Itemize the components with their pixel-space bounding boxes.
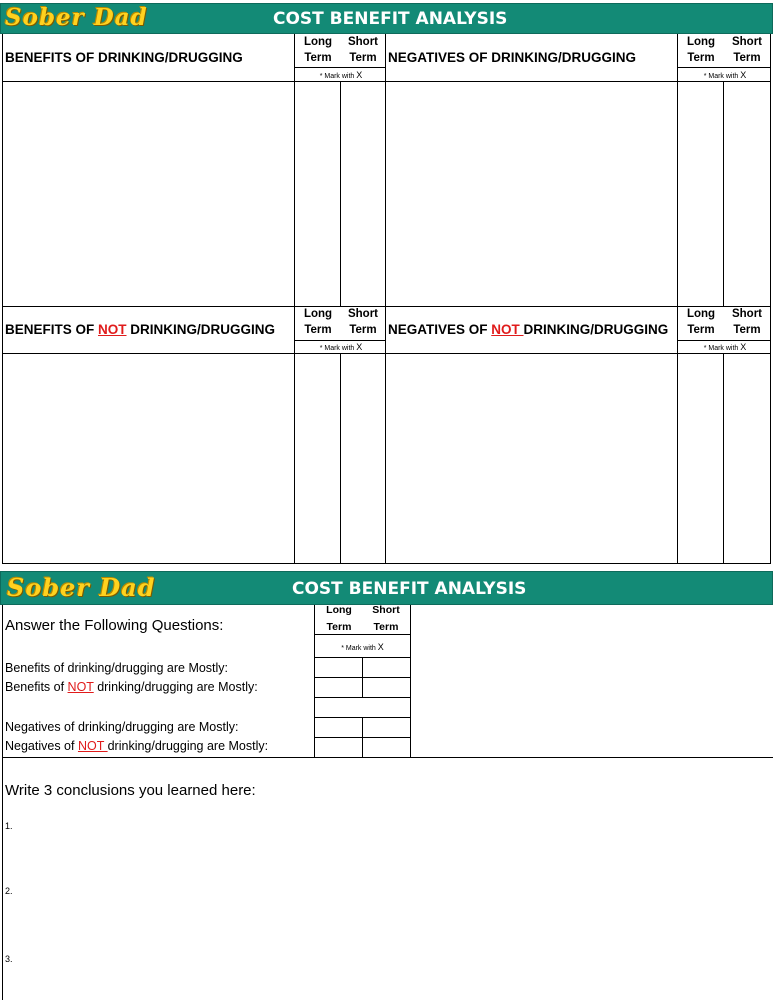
benefits-drinking-label: BENEFITS OF DRINKING/DRUGGING [5, 50, 243, 65]
short-term-header [725, 306, 769, 338]
short-term-header [342, 306, 384, 338]
question-benefits-drinking: Benefits of drinking/drugging are Mostly: [5, 661, 229, 675]
long-term-header [680, 306, 722, 338]
sober-dad-logo: Sober Dad [7, 573, 156, 602]
not-emphasis: NOT [67, 680, 94, 694]
divider [314, 737, 411, 738]
term-text: Term [304, 52, 332, 64]
mark-x: X [356, 70, 363, 80]
divider [294, 67, 386, 68]
divider [2, 563, 771, 564]
short-text: Short [372, 604, 400, 616]
not-emphasis: NOT [77, 739, 108, 753]
term-text: Term [733, 52, 761, 64]
divider [2, 34, 3, 564]
long-text: Long [303, 308, 333, 320]
label-prefix: NEGATIVES OF [388, 322, 492, 337]
divider [385, 34, 386, 564]
mark-with-x-note [679, 70, 771, 80]
long-term-header [318, 603, 360, 634]
divider [677, 67, 771, 68]
divider [2, 81, 771, 82]
divider [314, 697, 411, 698]
divider [723, 353, 724, 564]
short-text: Short [347, 36, 379, 48]
divider [294, 34, 295, 564]
term-text: Term [326, 621, 352, 633]
divider [2, 306, 771, 307]
term-text: Term [349, 324, 377, 336]
divider [2, 353, 771, 354]
question-benefits-not-drinking [5, 680, 258, 694]
divider [362, 658, 363, 698]
sheet1-header-bar [0, 3, 773, 34]
divider [314, 634, 411, 635]
divider [314, 605, 315, 758]
divider [314, 677, 411, 678]
term-text: Term [304, 324, 332, 336]
short-text: Short [731, 36, 763, 48]
label-suffix: DRINKING/DRUGGING [126, 322, 276, 337]
label-prefix: Negatives of [5, 739, 78, 753]
mark-x: X [377, 642, 384, 652]
term-text: Term [687, 324, 715, 336]
conclusion-number-1: 1. [5, 821, 13, 831]
mark-x: X [740, 342, 747, 352]
mark-with-x-note [314, 642, 411, 652]
negatives-not-drinking-label [388, 322, 668, 337]
conclusion-number-3: 3. [5, 954, 13, 964]
label-suffix: drinking/drugging are Mostly: [93, 680, 258, 694]
mark-prefix: * Mark with [319, 345, 355, 352]
long-text: Long [686, 36, 716, 48]
long-text: Long [326, 604, 352, 616]
mark-prefix: * Mark with [341, 645, 376, 652]
term-text: Term [687, 52, 715, 64]
label-suffix: DRINKING/DRUGGING [523, 322, 669, 337]
conclusion-number-2: 2. [5, 886, 13, 896]
short-term-header [342, 34, 384, 66]
not-emphasis: NOT [491, 322, 524, 337]
label-prefix: BENEFITS OF [5, 322, 99, 337]
sober-dad-logo: Sober Dad [5, 4, 148, 31]
divider [2, 605, 3, 1000]
short-term-header [725, 34, 769, 66]
questions-heading: Answer the Following Questions: [5, 617, 224, 634]
divider [2, 757, 773, 758]
long-term-header [298, 306, 338, 338]
term-text: Term [733, 324, 761, 336]
sheet2-title: COST BENEFIT ANALYSIS [292, 579, 527, 599]
divider [340, 353, 341, 564]
divider [314, 717, 411, 718]
label-suffix: drinking/drugging are Mostly: [107, 739, 269, 753]
long-term-header [298, 34, 338, 66]
divider [677, 340, 771, 341]
short-term-header [364, 603, 408, 634]
conclusions-heading: Write 3 conclusions you learned here: [5, 782, 256, 799]
short-text: Short [731, 308, 763, 320]
question-negatives-not-drinking [5, 739, 268, 753]
sheet1-title: COST BENEFIT ANALYSIS [273, 9, 508, 29]
negatives-drinking-label: NEGATIVES OF DRINKING/DRUGGING [388, 50, 637, 65]
divider [410, 605, 411, 758]
term-text: Term [349, 52, 377, 64]
term-text: Term [373, 621, 399, 633]
divider [314, 657, 411, 658]
long-term-header [680, 34, 722, 66]
benefits-not-drinking-label [5, 322, 275, 337]
divider [723, 82, 724, 306]
mark-prefix: * Mark with [703, 345, 739, 352]
divider [677, 34, 678, 564]
divider [340, 82, 341, 306]
mark-with-x-note [296, 342, 386, 352]
sheet2-header-bar [0, 571, 773, 605]
question-negatives-drinking: Negatives of drinking/drugging are Mostly: [5, 720, 239, 734]
mark-x: X [356, 342, 363, 352]
short-text: Short [347, 308, 379, 320]
long-text: Long [686, 308, 716, 320]
label-prefix: Benefits of [5, 680, 68, 694]
mark-with-x-note [679, 342, 771, 352]
long-text: Long [303, 36, 333, 48]
not-emphasis: NOT [98, 322, 127, 337]
divider [770, 34, 771, 564]
mark-prefix: * Mark with [703, 73, 739, 80]
mark-with-x-note [296, 70, 386, 80]
mark-x: X [740, 70, 747, 80]
mark-prefix: * Mark with [319, 73, 355, 80]
divider [294, 340, 386, 341]
